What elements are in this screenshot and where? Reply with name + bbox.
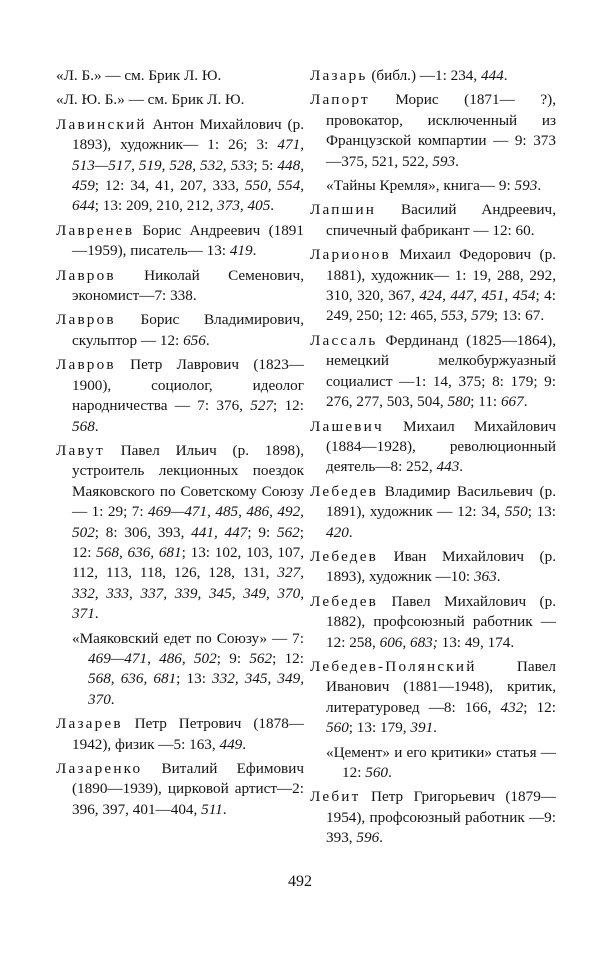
entry-text: .	[496, 568, 501, 586]
entry-headword: Лебедев	[310, 482, 379, 500]
entry-text: «Тайны Кремля», книга— 9:	[326, 177, 515, 195]
entry-page-refs-italic: 332, 345, 349, 370	[88, 670, 304, 708]
entry-text: Морис (1871— ?), провокатор, исключенный из Французской компартии — 9: 373—375, 521, 522,	[326, 91, 556, 170]
entry-text: .	[242, 735, 247, 753]
entry-text: ; 8: 306, 393,	[94, 523, 192, 541]
entry-page-refs-italic: 580	[447, 393, 471, 411]
entry-page-refs-italic: 593	[432, 152, 456, 170]
entry-page-refs-italic: 562	[276, 523, 300, 541]
index-entry	[56, 221, 304, 262]
index-entry	[56, 266, 304, 307]
entry-page-refs-italic: 667	[500, 393, 524, 411]
entry-page-refs-italic: 424, 447, 451, 454	[419, 287, 536, 305]
index-entry	[310, 417, 556, 478]
index-entry	[310, 547, 556, 588]
index-entry	[310, 657, 556, 739]
entry-text: Павел Михайлович (р. 1882), профсоюзный работник — 12: 258,	[326, 592, 556, 651]
index-entry	[56, 759, 304, 820]
entry-page-refs-italic: 568, 636, 681	[88, 670, 177, 688]
entry-page-refs-italic: 593	[514, 177, 538, 195]
entry-page-refs-italic: 568	[72, 417, 95, 435]
index-entry	[56, 90, 304, 110]
entry-text: .	[205, 331, 210, 349]
entry-page-refs-italic: 606, 683;	[379, 633, 438, 651]
entry-headword: Лавут	[56, 441, 105, 459]
entry-text: ; 12:	[72, 523, 304, 561]
entry-text: Борис Владимирович, скульптор — 12:	[72, 311, 304, 349]
entry-text: Петр Григорьевич (1879—1954), профсоюзный работник —9: 393,	[326, 788, 556, 847]
index-entry	[310, 331, 556, 413]
entry-text: .	[270, 197, 275, 215]
entry-text: Борис Андреевич (1891—1959), писатель— 13:	[72, 221, 304, 260]
index-entry	[310, 482, 556, 543]
entry-headword: Лебит	[310, 788, 361, 806]
entry-text: .	[348, 523, 353, 541]
entry-text: Виталий Ефимович (1890—1939), цирковой артист—2: 396, 397, 401—404,	[72, 760, 304, 818]
entry-page-refs-italic: 469—471, 486, 502	[88, 649, 217, 667]
entry-page-refs-italic: 562	[249, 649, 273, 667]
entry-headword: Лашевич	[310, 417, 384, 435]
index-entry	[310, 592, 556, 653]
entry-text: ; 12:	[523, 698, 556, 716]
entry-text: ; 13: 209, 210, 212,	[94, 197, 218, 215]
entry-text: ; 9:	[247, 523, 277, 541]
entry-text: ; 12:	[273, 397, 304, 415]
entry-page-refs-italic: 373, 405	[217, 197, 271, 215]
entry-text: Фердинанд (1825—1864), немецкий мелкобуржуазный социалист —1: 14, 375; 8: 179; 9: 276, 277, 503, 504,	[326, 331, 556, 411]
entry-text: .	[379, 829, 383, 847]
entry-page-refs-italic: 420	[326, 523, 349, 541]
entry-text: Владимир Васильевич (р. 1891), художник — 12: 34,	[326, 482, 556, 521]
index-entry	[310, 245, 556, 327]
entry-text: .	[459, 458, 464, 476]
entry-page-refs-italic: 469—471, 485, 486, 492, 502	[72, 503, 304, 541]
entry-page-refs-italic: 444	[480, 67, 504, 84]
entry-text: ; 11:	[470, 393, 501, 411]
entry-text: .	[537, 177, 542, 195]
entry-page-refs-italic: 432	[500, 698, 524, 716]
entry-text: ; 4: 249, 250; 12: 465,	[326, 287, 556, 325]
entry-headword: Лавров	[56, 311, 116, 329]
entry-text: ; 9:	[216, 649, 250, 667]
entry-headword: Лебедев	[310, 547, 379, 565]
entry-headword: Лассаль	[310, 331, 378, 349]
entry-page-refs-italic: 363	[473, 568, 497, 586]
entry-headword: Лебедев	[310, 592, 379, 610]
entry-text: «Л. Б.» — см. Брик Л. Ю.	[56, 67, 222, 84]
entry-text: .	[94, 605, 99, 623]
page-number: 492	[288, 873, 312, 890]
entry-text: 13: 49, 174.	[437, 633, 515, 651]
index-entry	[56, 441, 304, 625]
entry-page-refs-italic: 527	[250, 397, 274, 415]
entry-text: Антон Михайлович (р. 1893), художник— 1: 26; 3:	[72, 115, 304, 154]
entry-page-refs-italic: 550, 554, 644	[72, 177, 304, 215]
entry-headword: Лавинский	[56, 115, 147, 133]
entry-text: (библ.) —1: 234,	[367, 67, 481, 84]
index-entry	[56, 115, 304, 217]
entry-headword: Лазаренко	[56, 760, 143, 777]
entry-page-refs-italic: 568, 636, 681	[96, 543, 182, 561]
entry-page-refs-italic: 471, 513—517, 519, 528, 532, 533	[72, 136, 304, 174]
entry-text: .	[433, 719, 437, 737]
entry-text: .	[222, 800, 227, 818]
entry-headword: Лазарев	[56, 715, 123, 733]
index-entry	[310, 90, 556, 172]
entry-text: ; 5:	[253, 156, 278, 174]
right-column	[310, 66, 556, 853]
index-entry	[56, 714, 304, 755]
entry-headword: Лавров	[56, 356, 116, 374]
entry-page-refs-italic: 560	[365, 764, 388, 781]
index-entry	[310, 787, 556, 848]
left-column	[56, 66, 304, 824]
entry-headword: Лебедев-Полянский	[310, 657, 477, 675]
entry-text: «Маяковский едет по Союзу» — 7:	[72, 629, 304, 647]
entry-text: ; 13:	[176, 670, 213, 688]
entry-headword: Лапшин	[310, 201, 377, 219]
entry-text: ; 13:	[527, 503, 556, 521]
entry-text: .	[455, 152, 459, 170]
entry-headword: Ларионов	[310, 246, 391, 264]
entry-text: .	[252, 242, 257, 260]
entry-page-refs-italic: 656	[183, 331, 206, 349]
entry-text: Михаил Михайлович (1884—1928), революционный деятель—8: 252,	[326, 417, 556, 476]
entry-text: Иван Михайлович (р. 1893), художник —10:	[326, 547, 556, 586]
entry-text: «Цемент» и его критики» статья — 12:	[326, 743, 556, 781]
entry-headword: Лазарь	[310, 67, 368, 84]
entry-text: Василий Андреевич, спичечный фабрикант — 12: 60.	[326, 201, 556, 239]
entry-text: ; 13: 67.	[493, 307, 545, 325]
entry-text: Павел Ильич (р. 1898), устроитель лекционных поездок Маяковского по Советскому Союзу — 1: 29; 7:	[72, 441, 304, 521]
entry-text: Николай Семенович, экономист—7: 338.	[72, 266, 304, 305]
entry-page-refs-italic: 441, 447	[191, 523, 248, 541]
entry-page-refs-italic: 443	[436, 458, 460, 476]
index-entry	[56, 66, 304, 86]
entry-text: ; 13: 179,	[348, 719, 411, 737]
entry-page-refs-italic: 419	[229, 242, 253, 260]
entry-headword: Лавров	[56, 266, 116, 284]
index-entry	[56, 310, 304, 351]
entry-text: .	[523, 393, 528, 411]
entry-text: «Л. Ю. Б.» — см. Брик Л. Ю.	[56, 91, 245, 109]
entry-page-refs-italic: 550	[504, 503, 528, 521]
entry-text: .	[110, 690, 115, 708]
entry-text: Петр Петрович (1878—1942), физик —5: 163,	[72, 715, 304, 753]
entry-headword: Лапорт	[310, 91, 370, 109]
entry-page-refs-italic: 596	[356, 829, 380, 847]
entry-text: Михаил Федорович (р. 1881), художник— 1: 19, 288, 292, 310, 320, 367,	[326, 246, 556, 305]
index-subentry	[310, 176, 556, 196]
entry-page-refs-italic: 449	[219, 735, 243, 753]
index-subentry	[56, 629, 304, 711]
entry-text: Петр Лаврович (1823—1900), социолог, идеолог народничества — 7: 376,	[72, 356, 304, 415]
entry-text: ; 13: 102, 103, 107, 112, 113, 118, 126, 128, 131,	[72, 543, 304, 582]
entry-page-refs-italic: 553, 579	[440, 307, 494, 325]
entry-page-refs-italic: 327, 332, 333, 337, 339, 345, 349, 370, 371	[72, 564, 304, 623]
entry-page-refs-italic: 511	[201, 800, 223, 818]
entry-headword: Лавренев	[56, 221, 135, 239]
entry-page-refs-italic: 448, 459	[72, 156, 304, 195]
index-subentry	[310, 743, 556, 784]
index-entry	[310, 200, 556, 241]
entry-text: .	[503, 67, 508, 84]
entry-text: ; 12: 34, 41, 207, 333,	[94, 177, 245, 195]
index-entry	[310, 66, 556, 86]
entry-text: .	[388, 764, 392, 781]
entry-text: .	[94, 417, 99, 435]
entry-page-refs-italic: 560	[326, 719, 349, 737]
index-entry	[56, 355, 304, 437]
entry-text: ; 12:	[272, 649, 304, 667]
entry-page-refs-italic: 391	[410, 719, 434, 737]
entry-text: Павел Иванович (1881—1948), критик, литературовед —8: 166,	[326, 657, 556, 716]
